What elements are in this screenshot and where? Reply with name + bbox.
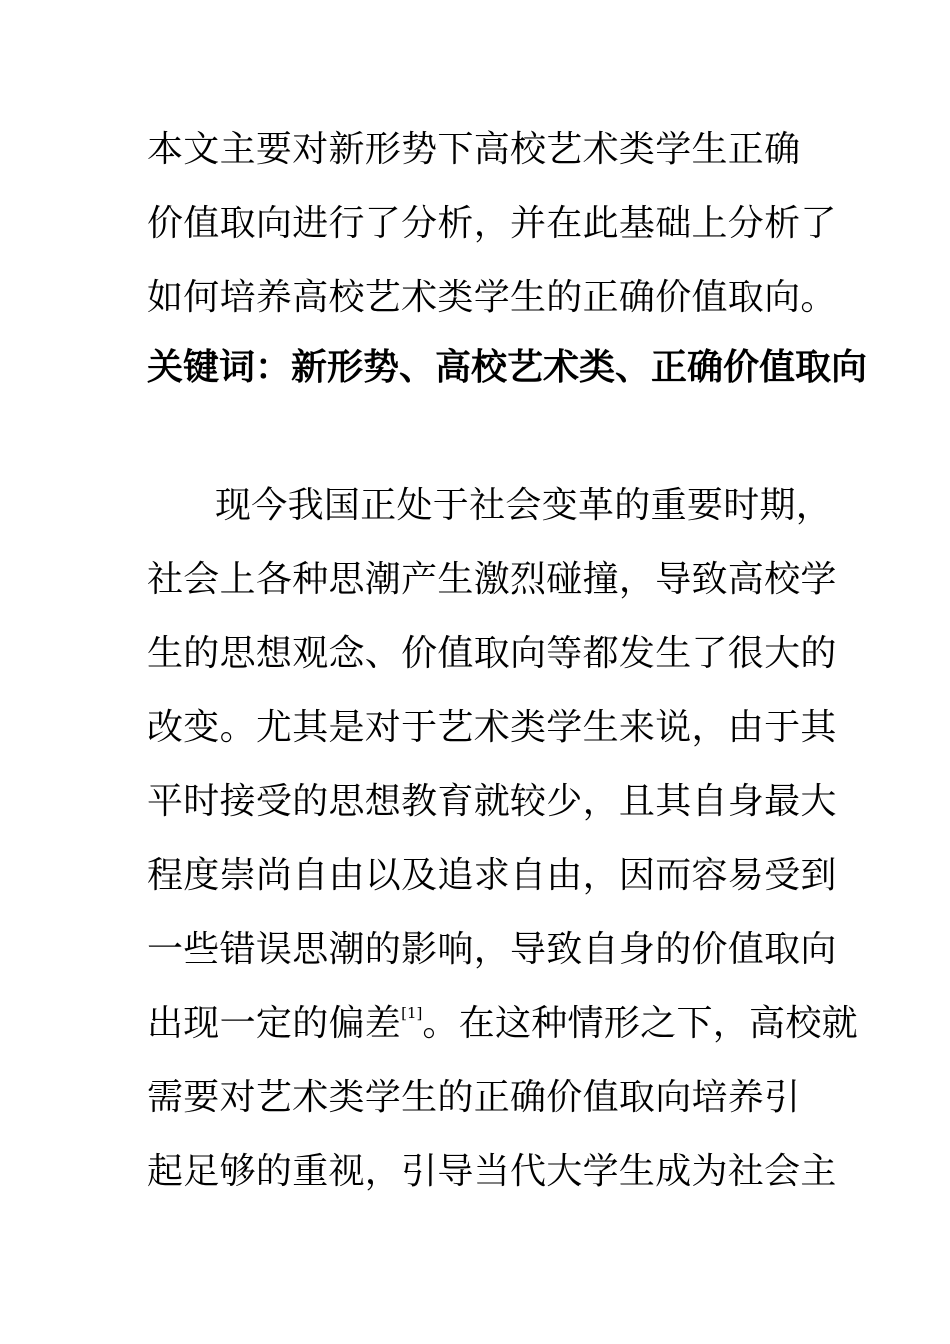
abstract-line-1: 本文主要对新形势下高校艺术类学生正确 bbox=[147, 129, 801, 170]
body-line-6: 程度崇尚自由以及追求自由，因而容易受到 bbox=[147, 855, 837, 896]
body-line-1: 现今我国正处于社会变革的重要时期， bbox=[215, 485, 833, 526]
keywords-line: 关键词：新形势、高校艺术类、正确价值取向 bbox=[147, 346, 868, 388]
body-line-7: 一些错误思潮的影响，导致自身的价值取向 bbox=[147, 929, 837, 970]
body-line-4: 改变。尤其是对于艺术类学生来说，由于其 bbox=[147, 707, 837, 748]
body-line-5: 平时接受的思想教育就较少，且其自身最大 bbox=[147, 781, 837, 822]
abstract-line-2: 价值取向进行了分析，并在此基础上分析了 bbox=[147, 203, 837, 244]
body-line-10: 起足够的重视，引导当代大学生成为社会主 bbox=[147, 1151, 837, 1192]
body-line-3: 生的思想观念、价值取向等都发生了很大的 bbox=[147, 633, 837, 674]
body-line-2: 社会上各种思潮产生激烈碰撞，导致高校学 bbox=[147, 559, 837, 600]
body-line-8-text-end: 。在这种情形之下，高校就 bbox=[422, 1003, 858, 1044]
body-line-9: 需要对艺术类学生的正确价值取向培养引 bbox=[147, 1077, 801, 1118]
body-line-8 bbox=[147, 1000, 858, 1048]
abstract-line-3: 如何培养高校艺术类学生的正确价值取向。 bbox=[147, 277, 837, 318]
footnote-reference[interactable]: [1] bbox=[401, 1004, 423, 1022]
body-line-8-text-start: 出现一定的偏差 bbox=[147, 1003, 402, 1044]
